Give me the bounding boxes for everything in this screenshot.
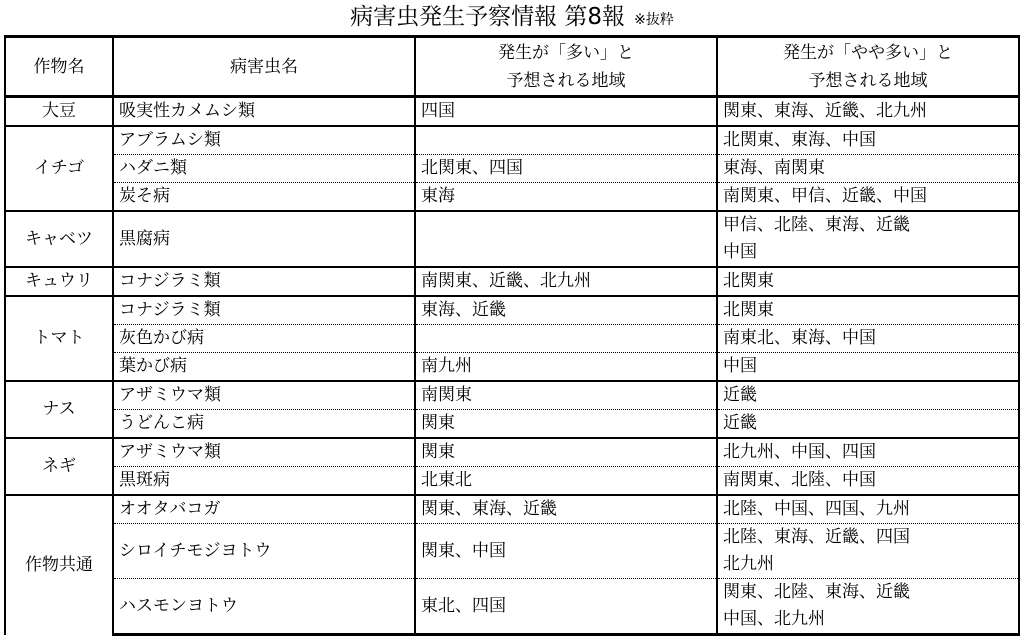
somewhat-region-line2: 中国、北九州 <box>723 609 825 629</box>
header-pest: 病害虫名 <box>113 37 415 97</box>
many-region-cell: 関東 <box>415 410 717 439</box>
somewhat-region-line1: 北陸、中国、四国、九州 <box>723 499 910 519</box>
somewhat-region-line1: 北陸、東海、近畿、四国 <box>723 527 910 547</box>
table-row <box>5 126 1019 155</box>
table-row <box>5 410 1019 439</box>
table-body <box>5 97 1019 635</box>
crop-name-cell: 大豆 <box>5 97 113 127</box>
header-somewhat <box>717 37 1019 97</box>
somewhat-region-cell <box>717 325 1019 353</box>
many-region-cell: 北関東、四国 <box>415 155 717 183</box>
header-crop: 作物名 <box>5 37 113 97</box>
somewhat-region-line1: 関東、東海、近畿、北九州 <box>723 101 927 121</box>
table-row <box>5 97 1019 127</box>
header-many <box>415 37 717 97</box>
table-row <box>5 155 1019 183</box>
somewhat-region-line1: 南関東、甲信、近畿、中国 <box>723 186 927 206</box>
somewhat-region-line2: 中国 <box>723 242 757 262</box>
somewhat-region-cell <box>717 211 1019 267</box>
many-region-cell: 南関東、近畿、北九州 <box>415 267 717 296</box>
somewhat-region-cell <box>717 381 1019 410</box>
somewhat-region-line1: 中国 <box>723 356 757 376</box>
crop-name-cell: 作物共通 <box>5 495 113 635</box>
table-row <box>5 353 1019 382</box>
somewhat-region-cell <box>717 183 1019 212</box>
somewhat-region-line1: 北関東、東海、中国 <box>723 130 876 150</box>
table-row <box>5 467 1019 496</box>
somewhat-region-cell <box>717 467 1019 496</box>
somewhat-region-cell <box>717 296 1019 325</box>
table-row <box>5 438 1019 467</box>
pest-name-cell: シロイチモジヨトウ <box>113 524 415 579</box>
pest-name-cell: アザミウマ類 <box>113 381 415 410</box>
crop-name-cell: イチゴ <box>5 126 113 211</box>
pest-name-cell: ハスモンヨトウ <box>113 579 415 635</box>
pest-name-cell: 炭そ病 <box>113 183 415 212</box>
header-somewhat-line1: 発生が「やや多い」と <box>783 42 953 63</box>
table-row <box>5 381 1019 410</box>
title-text: 病害虫発生予察情報 第8報 <box>350 4 626 30</box>
somewhat-region-line1: 北関東 <box>723 300 774 320</box>
many-region-cell <box>415 325 717 353</box>
many-region-cell: 関東、中国 <box>415 524 717 579</box>
header-many-line2: 予想される地域 <box>506 70 626 91</box>
somewhat-region-line1: 南東北、東海、中国 <box>723 328 876 348</box>
many-region-cell: 南九州 <box>415 353 717 382</box>
somewhat-region-line2: 北九州 <box>723 554 774 574</box>
somewhat-region-cell <box>717 438 1019 467</box>
header-somewhat-line2: 予想される地域 <box>808 70 928 91</box>
pest-name-cell: アブラムシ類 <box>113 126 415 155</box>
table-row <box>5 267 1019 296</box>
somewhat-region-cell <box>717 126 1019 155</box>
pest-name-cell: コナジラミ類 <box>113 267 415 296</box>
many-region-cell: 東海、近畿 <box>415 296 717 325</box>
crop-name-cell: キュウリ <box>5 267 113 296</box>
crop-name-cell: キャベツ <box>5 211 113 267</box>
somewhat-region-cell <box>717 97 1019 127</box>
pest-forecast-table <box>4 35 1020 636</box>
somewhat-region-cell <box>717 267 1019 296</box>
somewhat-region-cell <box>717 353 1019 382</box>
many-region-cell: 東海 <box>415 183 717 212</box>
many-region-cell: 南関東 <box>415 381 717 410</box>
pest-name-cell: 黒腐病 <box>113 211 415 267</box>
crop-name-cell: ナス <box>5 381 113 438</box>
table-row <box>5 495 1019 524</box>
many-region-cell <box>415 126 717 155</box>
pest-name-cell: うどんこ病 <box>113 410 415 439</box>
crop-name-cell: トマト <box>5 296 113 381</box>
somewhat-region-line1: 北九州、中国、四国 <box>723 442 876 462</box>
document-title <box>0 0 1024 35</box>
table-row <box>5 579 1019 635</box>
somewhat-region-cell <box>717 410 1019 439</box>
pest-name-cell: コナジラミ類 <box>113 296 415 325</box>
excerpt-note: ※抜粋 <box>634 12 674 28</box>
table-row <box>5 211 1019 267</box>
pest-name-cell: 吸実性カメムシ類 <box>113 97 415 127</box>
many-region-cell: 東北、四国 <box>415 579 717 635</box>
somewhat-region-cell <box>717 495 1019 524</box>
many-region-cell: 関東、東海、近畿 <box>415 495 717 524</box>
pest-name-cell: アザミウマ類 <box>113 438 415 467</box>
table-row <box>5 524 1019 579</box>
somewhat-region-line1: 南関東、北陸、中国 <box>723 470 876 490</box>
somewhat-region-cell <box>717 579 1019 635</box>
many-region-cell: 四国 <box>415 97 717 127</box>
somewhat-region-line1: 近畿 <box>723 385 757 405</box>
header-row <box>5 37 1019 97</box>
somewhat-region-cell <box>717 155 1019 183</box>
somewhat-region-line1: 北関東 <box>723 271 774 291</box>
crop-name-cell: ネギ <box>5 438 113 495</box>
table-row <box>5 296 1019 325</box>
somewhat-region-cell <box>717 524 1019 579</box>
many-region-cell <box>415 211 717 267</box>
header-many-line1: 発生が「多い」と <box>498 42 634 63</box>
table-row <box>5 325 1019 353</box>
pest-name-cell: 灰色かび病 <box>113 325 415 353</box>
pest-name-cell: 葉かび病 <box>113 353 415 382</box>
pest-name-cell: 黒斑病 <box>113 467 415 496</box>
many-region-cell: 関東 <box>415 438 717 467</box>
somewhat-region-line1: 東海、南関東 <box>723 158 825 178</box>
many-region-cell: 北東北 <box>415 467 717 496</box>
table-row <box>5 183 1019 212</box>
somewhat-region-line1: 近畿 <box>723 413 757 433</box>
somewhat-region-line1: 関東、北陸、東海、近畿 <box>723 582 910 602</box>
pest-name-cell: ハダニ類 <box>113 155 415 183</box>
pest-name-cell: オオタバコガ <box>113 495 415 524</box>
somewhat-region-line1: 甲信、北陸、東海、近畿 <box>723 215 910 235</box>
